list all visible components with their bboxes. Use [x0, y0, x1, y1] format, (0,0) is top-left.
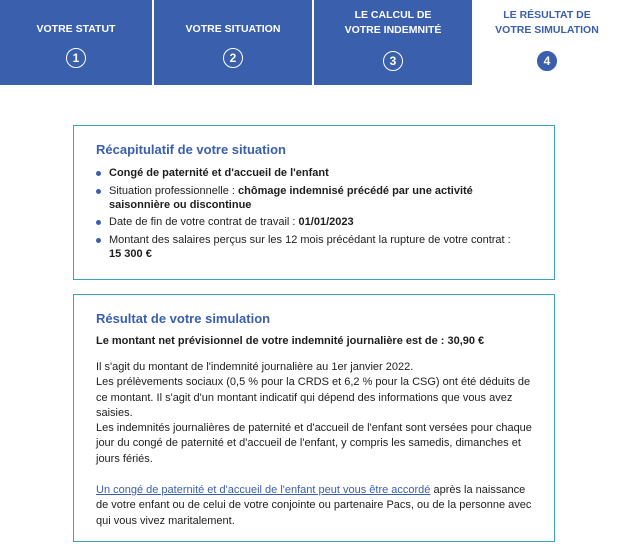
- list-item: [96, 233, 532, 261]
- step-label-line2: VOTRE SIMULATION: [495, 24, 599, 36]
- result-paragraph-date: Il s'agit du montant de l'indemnité journalière au 1er janvier 2022.: [96, 361, 414, 373]
- recap-list: [96, 166, 532, 261]
- stepper: [0, 0, 620, 85]
- recap-item-value: 15 300 €: [109, 247, 152, 260]
- recap-item-value: chômage indemnisé précédé par une activité saisonnière ou discontinue: [109, 184, 473, 211]
- step-number: 4: [537, 51, 557, 71]
- step-label-line2: VOTRE INDEMNITÉ: [344, 24, 442, 36]
- recap-item-label: Montant des salaires perçus sur les 12 mois précédant la rupture de votre contrat :: [109, 233, 511, 246]
- step-label: [489, 0, 605, 44]
- list-item: [96, 166, 532, 180]
- step-label-line1: LE CALCUL DE: [354, 9, 432, 21]
- recap-title: Récapitulatif de votre situation: [96, 142, 286, 157]
- recap-item-value: 01/01/2023: [298, 216, 354, 228]
- recap-item-label: Date de fin de votre contrat de travail :: [109, 216, 299, 228]
- result-title: Résultat de votre simulation: [96, 311, 271, 326]
- step-label: VOTRE SITUATION: [185, 22, 281, 35]
- result-paragraph-prelevements: Les prélèvements sociaux (0,5 % pour la CRDS et 6,2 % pour la CSG) ont été déduits de ce montant. Il s'agit d'un montant indicatif qui dépend des informations que vous avez saisies.: [96, 376, 531, 419]
- result-amount-label: Le montant net prévisionnel de votre indemnité journalière est de :: [96, 335, 448, 347]
- list-item: [96, 184, 532, 212]
- result-paragraph-indemnites: Les indemnités journalières de paternité et d'accueil de l'enfant sont versées pour chaque jour du congé de paternité et d'accueil de l'enfant, y compris les samedis, dimanches et jours fériés.: [96, 422, 532, 465]
- list-item: [96, 215, 532, 229]
- step-label: [339, 0, 448, 44]
- step-label: VOTRE STATUT: [36, 22, 116, 35]
- result-amount-value: 30,90 €: [447, 335, 485, 347]
- step-number: 1: [66, 48, 86, 68]
- recap-item-label: Situation professionnelle :: [109, 184, 239, 197]
- step-votre-statut[interactable]: [0, 0, 154, 85]
- result-amount: [96, 335, 532, 347]
- step-number: 3: [383, 51, 403, 71]
- conge-paternite-link[interactable]: Un congé de paternité et d'accueil de l'enfant peut vous être accordé: [96, 484, 431, 497]
- step-calcul-indemnite[interactable]: [314, 0, 474, 85]
- recap-card: [73, 125, 555, 280]
- result-paragraph-conge: [96, 483, 532, 529]
- recap-item-conge: Congé de paternité et d'accueil de l'enfant: [109, 167, 329, 179]
- step-resultat-simulation[interactable]: [474, 0, 620, 85]
- result-paragraph-conge-rest: après la naissance de votre enfant ou de celui de votre conjointe ou partenaire Pacs, ou de la personne avec qui vous vivez maritalement.: [96, 484, 532, 527]
- step-number: 2: [223, 48, 243, 68]
- step-votre-situation[interactable]: [154, 0, 314, 85]
- result-card: [73, 294, 555, 542]
- step-label-line1: LE RÉSULTAT DE: [503, 9, 591, 21]
